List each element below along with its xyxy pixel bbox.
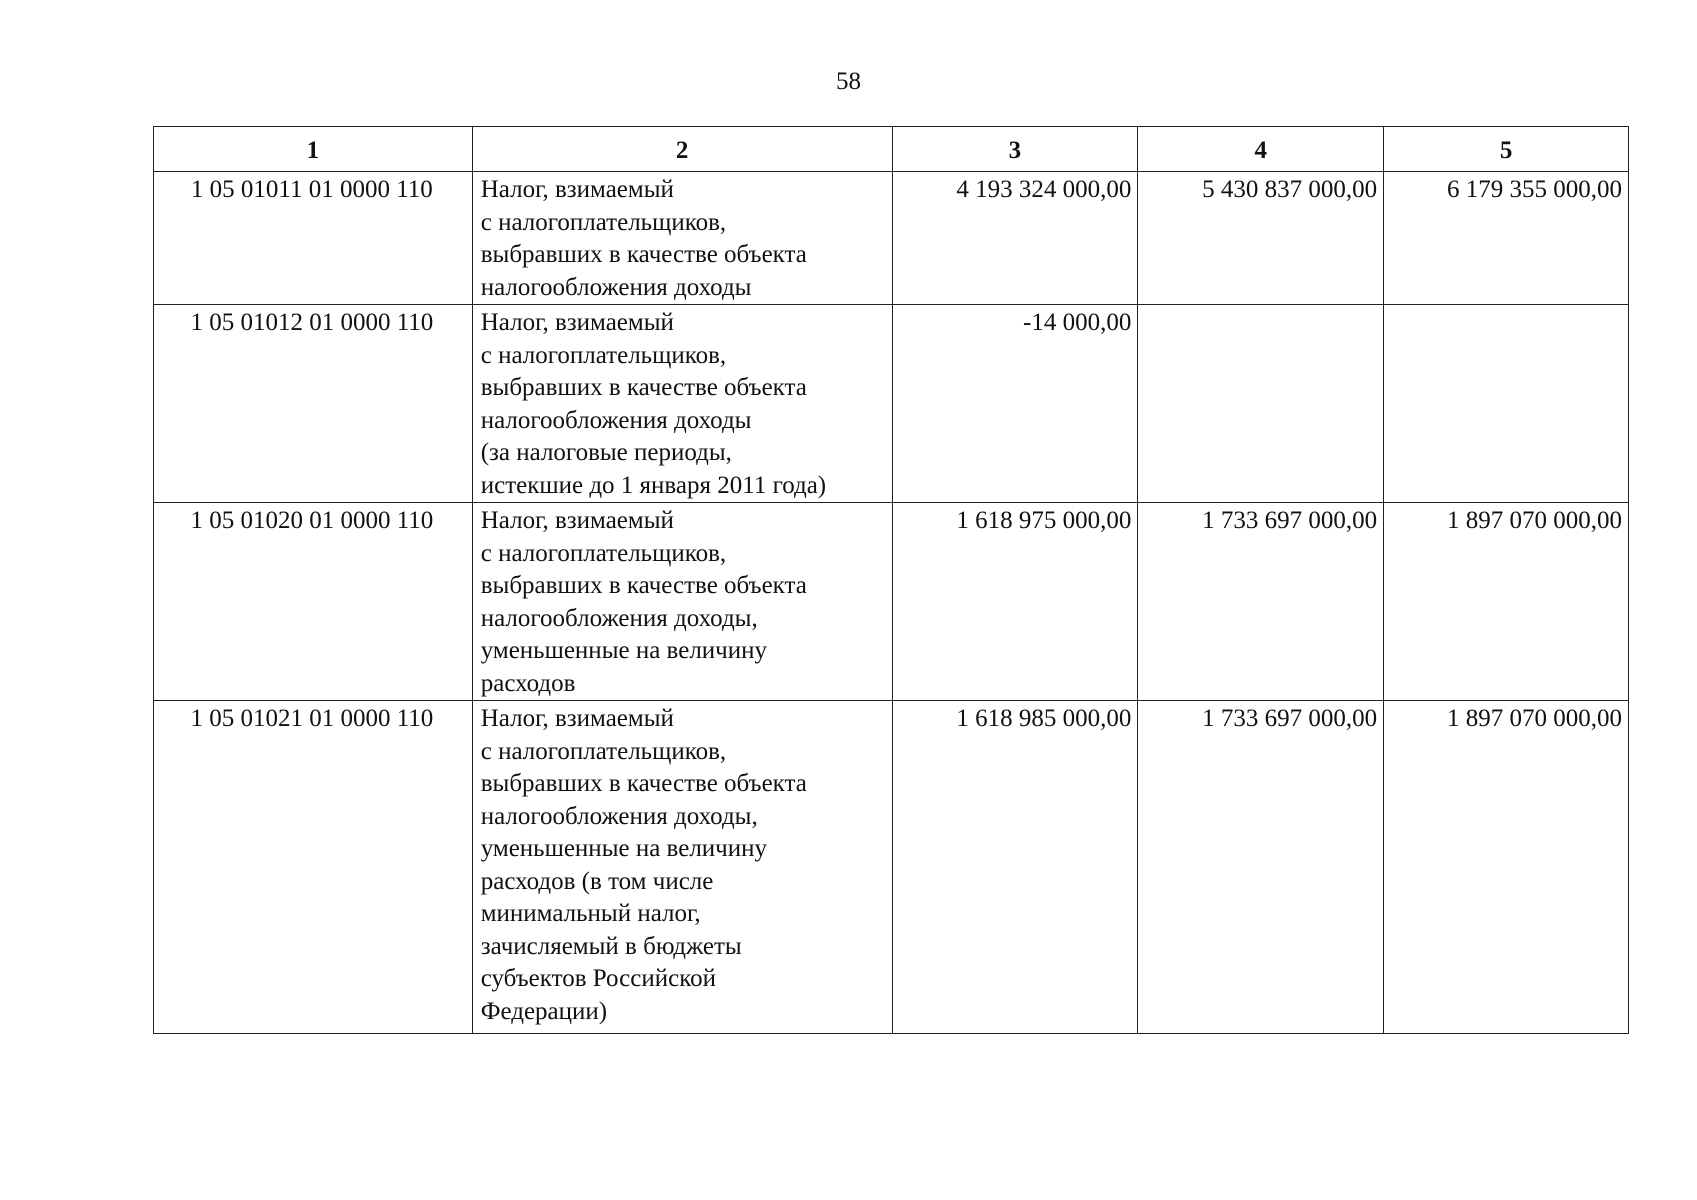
description-line: Налог, взимаемый — [480, 176, 674, 203]
description-line: минимальный налог, — [480, 900, 701, 927]
column-header: 3 — [892, 127, 1138, 172]
budget-table — [153, 126, 1629, 1034]
budget-code-cell: 1 05 01020 01 0000 110 — [154, 503, 473, 701]
description-line: налогообложения доходы — [480, 406, 752, 434]
description-line: Налог, взимаемый — [480, 309, 674, 336]
description-line: выбравших в качестве объекта — [480, 241, 807, 268]
description-line: Налог, взимаемый — [480, 507, 674, 534]
description-cell — [472, 305, 892, 503]
description-line: с налогоплательщиков, — [480, 539, 727, 567]
amount-col5-cell — [1384, 305, 1629, 503]
description-line: расходов — [480, 669, 576, 697]
header-row — [154, 127, 1629, 172]
table-row — [154, 172, 1629, 305]
description-line: (за налоговые периоды, — [480, 439, 732, 466]
description-line: Федерации) — [480, 997, 608, 1025]
amount-col5-cell: 6 179 355 000,00 — [1384, 172, 1629, 305]
description-line: налогообложения доходы, — [480, 604, 758, 632]
amount-col3-cell: 4 193 324 000,00 — [892, 172, 1138, 305]
amount-col4-cell: 5 430 837 000,00 — [1138, 172, 1384, 305]
amount-col4-cell: 1 733 697 000,00 — [1138, 701, 1384, 1034]
budget-code-cell: 1 05 01012 01 0000 110 — [154, 305, 473, 503]
description-line: Налог, взимаемый — [480, 705, 674, 732]
column-header: 1 — [154, 127, 473, 172]
table-row — [154, 305, 1629, 503]
amount-col3-cell: 1 618 985 000,00 — [892, 701, 1138, 1034]
description-line: зачисляемый в бюджеты — [480, 932, 742, 960]
description-line: расходов (в том числе — [480, 867, 714, 895]
description-line: с налогоплательщиков, — [480, 737, 727, 765]
budget-code-cell: 1 05 01021 01 0000 110 — [154, 701, 473, 1034]
column-header: 4 — [1138, 127, 1384, 172]
amount-col4-cell: 1 733 697 000,00 — [1138, 503, 1384, 701]
description-cell — [472, 503, 892, 701]
description-line: выбравших в качестве объекта — [480, 374, 807, 401]
amount-col4-cell — [1138, 305, 1384, 503]
description-line: выбравших в качестве объекта — [480, 572, 807, 599]
amount-col3-cell: -14 000,00 — [892, 305, 1138, 503]
page-number: 58 — [836, 68, 861, 95]
description-line: налогообложения доходы, — [480, 802, 758, 830]
description-line: с налогоплательщиков, — [480, 341, 727, 369]
amount-col5-cell: 1 897 070 000,00 — [1384, 503, 1629, 701]
amount-col3-cell: 1 618 975 000,00 — [892, 503, 1138, 701]
table-row — [154, 701, 1629, 1034]
description-line: выбравших в качестве объекта — [480, 770, 807, 797]
description-line: истекшие до 1 января 2011 года) — [480, 471, 827, 499]
description-cell — [472, 172, 892, 305]
column-header: 2 — [472, 127, 892, 172]
table-row — [154, 503, 1629, 701]
description-cell — [472, 701, 892, 1034]
description-line: уменьшенные на величину — [480, 637, 767, 664]
amount-col5-cell: 1 897 070 000,00 — [1384, 701, 1629, 1034]
description-line: с налогоплательщиков, — [480, 208, 727, 236]
budget-code-cell: 1 05 01011 01 0000 110 — [154, 172, 473, 305]
description-line: налогообложения доходы — [480, 273, 752, 301]
column-header: 5 — [1384, 127, 1629, 172]
description-line: уменьшенные на величину — [480, 835, 767, 862]
description-line: субъектов Российской — [480, 965, 716, 992]
